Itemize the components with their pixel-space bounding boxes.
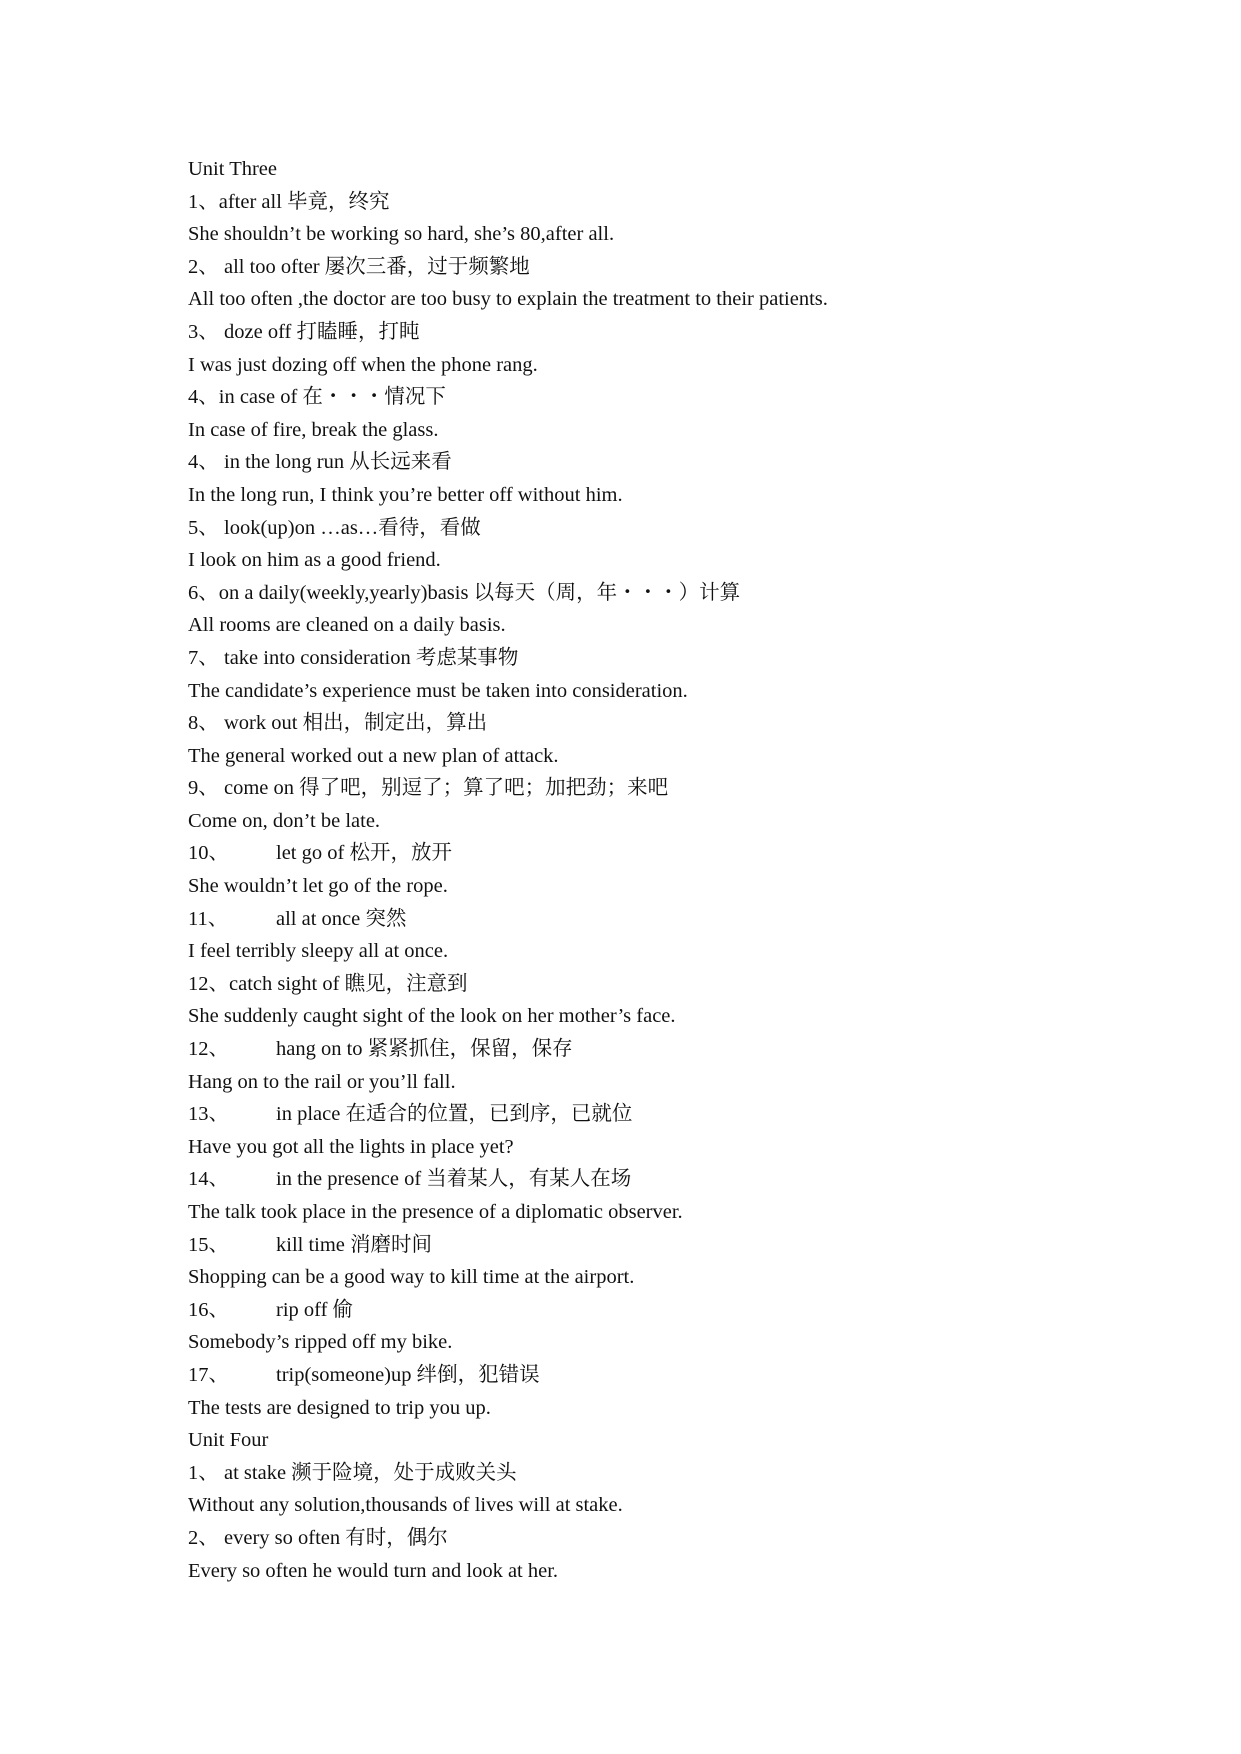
entry-number: 4、 [188, 386, 219, 409]
entry-number: 12、 [188, 1038, 229, 1061]
entry-number: 2、 [188, 255, 219, 278]
example-sentence: All too often ,the doctor are too busy to explain the treatment to their patients. [188, 288, 828, 311]
entry-phrase: trip(someone)up 绊倒，犯错误 [276, 1363, 540, 1386]
vocab-entry [188, 1033, 1188, 1066]
vocab-entry [188, 903, 1188, 936]
entry-phrase: take into consideration 考虑某事物 [224, 646, 519, 669]
vocab-entry [188, 512, 1188, 545]
vocab-entry [188, 251, 1188, 284]
entry-phrase: on a daily(weekly,yearly)basis 以每天（周，年・・・）计算 [218, 581, 741, 604]
vocab-entry [188, 1522, 1188, 1555]
example-sentence: She shouldn’t be working so hard, she’s 80,after all. [188, 223, 615, 246]
example-sentence: All rooms are cleaned on a daily basis. [188, 614, 506, 637]
entry-number: 6、 [188, 581, 219, 604]
example-sentence: The candidate’s experience must be taken into consideration. [188, 679, 688, 702]
example-sentence: Have you got all the lights in place yet? [188, 1135, 514, 1158]
vocab-entry [188, 642, 1188, 675]
entry-number: 5、 [188, 516, 219, 539]
entry-phrase: catch sight of 瞧见，注意到 [229, 972, 468, 995]
vocab-entry [188, 707, 1188, 740]
entry-phrase: every so often 有时，偶尔 [224, 1526, 448, 1549]
example-sentence: I was just dozing off when the phone rang. [188, 353, 538, 376]
entry-number: 15、 [188, 1233, 229, 1256]
entry-phrase: look(up)on …as…看待，看做 [224, 516, 481, 539]
entry-phrase: work out 相出，制定出，算出 [224, 712, 488, 735]
example-sentence: The tests are designed to trip you up. [188, 1396, 491, 1419]
entry-number: 8、 [188, 712, 219, 735]
entry-number: 1、 [188, 190, 219, 213]
entry-number: 12、 [188, 972, 229, 995]
example-sentence: Somebody’s ripped off my bike. [188, 1331, 453, 1354]
vocab-entry [188, 1229, 1188, 1262]
vocab-entry [188, 316, 1188, 349]
entry-phrase: in place 在适合的位置，已到序，已就位 [276, 1103, 633, 1126]
entry-phrase: in case of 在・・・情况下 [218, 386, 446, 409]
example-sentence: Shopping can be a good way to kill time at the airport. [188, 1266, 635, 1289]
entry-phrase: at stake 濒于险境，处于成败关头 [224, 1461, 517, 1484]
example-sentence: In the long run, I think you’re better off without him. [188, 483, 623, 506]
entry-phrase: all too ofter 屡次三番，过于频繁地 [224, 255, 530, 278]
entry-number: 3、 [188, 320, 219, 343]
unit-heading: Unit Three [188, 158, 277, 180]
entry-number: 2、 [188, 1526, 219, 1549]
entry-number: 17、 [188, 1363, 229, 1386]
entry-phrase: after all 毕竟，终究 [218, 190, 390, 213]
example-sentence: The general worked out a new plan of attack. [188, 744, 559, 767]
entry-number: 9、 [188, 777, 219, 800]
example-sentence: Every so often he would turn and look at her. [188, 1559, 559, 1582]
entry-number: 10、 [188, 842, 229, 865]
example-sentence: I look on him as a good friend. [188, 549, 441, 572]
vocab-entry [188, 1294, 1188, 1327]
entry-number: 16、 [188, 1298, 229, 1321]
entry-number: 14、 [188, 1168, 229, 1191]
vocab-entry [188, 1098, 1188, 1131]
document-body [188, 153, 1188, 1587]
example-sentence: She wouldn’t let go of the rope. [188, 875, 448, 898]
example-sentence: The talk took place in the presence of a diplomatic observer. [188, 1201, 683, 1223]
entry-phrase: hang on to 紧紧抓住，保留，保存 [276, 1038, 573, 1061]
unit-heading: Unit Four [188, 1429, 269, 1452]
entry-number: 1、 [188, 1461, 219, 1484]
entry-number: 11、 [188, 907, 229, 930]
vocab-entry [188, 1163, 1188, 1196]
example-sentence: In case of fire, break the glass. [188, 418, 439, 441]
vocab-entry [188, 1359, 1188, 1392]
vocab-entry [188, 381, 1188, 414]
entry-phrase: in the presence of 当着某人，有某人在场 [276, 1168, 632, 1191]
example-sentence: I feel terribly sleepy all at once. [188, 940, 449, 963]
vocab-entry [188, 968, 1188, 1001]
example-sentence: Come on, don’t be late. [188, 809, 381, 832]
entry-phrase: rip off 偷 [276, 1298, 354, 1321]
entry-phrase: come on 得了吧，别逗了；算了吧；加把劲；来吧 [224, 777, 669, 800]
example-sentence: Without any solution,thousands of lives will at stake. [188, 1494, 623, 1517]
vocab-entry [188, 446, 1188, 479]
entry-phrase: in the long run 从长远来看 [224, 451, 452, 474]
vocab-entry [188, 186, 1188, 219]
entry-phrase: let go of 松开，放开 [276, 842, 452, 865]
entry-phrase: doze off 打瞌睡，打盹 [224, 320, 420, 343]
entry-number: 13、 [188, 1103, 229, 1126]
entry-number: 4、 [188, 451, 219, 474]
vocab-entry [188, 577, 1188, 610]
vocab-entry [188, 1457, 1188, 1490]
entry-phrase: all at once 突然 [276, 907, 407, 930]
vocab-entry [188, 772, 1188, 805]
vocab-entry [188, 837, 1188, 870]
example-sentence: She suddenly caught sight of the look on her mother’s face. [188, 1005, 676, 1028]
entry-number: 7、 [188, 646, 219, 669]
entry-phrase: kill time 消磨时间 [276, 1233, 433, 1256]
example-sentence: Hang on to the rail or you’ll fall. [188, 1070, 456, 1093]
